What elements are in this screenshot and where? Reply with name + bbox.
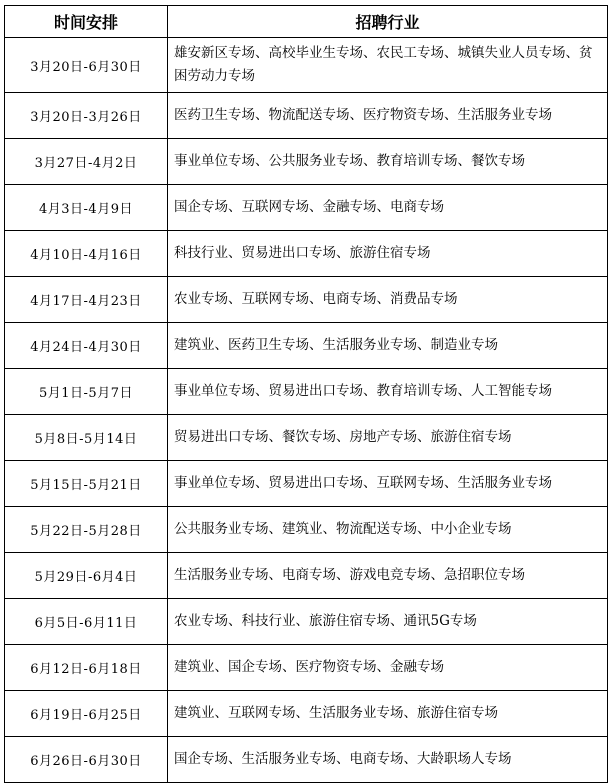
- date-cell: 5月15日-5月21日: [5, 461, 168, 507]
- date-cell: 3月20日-6月30日: [5, 38, 168, 93]
- date-cell: 6月12日-6月18日: [5, 645, 168, 691]
- table-row: [5, 323, 608, 369]
- industry-cell: 农业专场、互联网专场、电商专场、消费品专场: [168, 277, 608, 323]
- industry-cell: 公共服务业专场、建筑业、物流配送专场、中小企业专场: [168, 507, 608, 553]
- date-cell: 4月10日-4月16日: [5, 231, 168, 277]
- table-row: [5, 461, 608, 507]
- date-cell: 3月20日-3月26日: [5, 93, 168, 139]
- industry-cell: 科技行业、贸易进出口专场、旅游住宿专场: [168, 231, 608, 277]
- date-cell: 5月22日-5月28日: [5, 507, 168, 553]
- table-row: [5, 139, 608, 185]
- table-row: [5, 645, 608, 691]
- industry-cell: 事业单位专场、贸易进出口专场、互联网专场、生活服务业专场: [168, 461, 608, 507]
- industry-cell: 国企专场、互联网专场、金融专场、电商专场: [168, 185, 608, 231]
- date-cell: 3月27日-4月2日: [5, 139, 168, 185]
- date-cell: 6月5日-6月11日: [5, 599, 168, 645]
- industry-column-header: 招聘行业: [168, 6, 608, 38]
- table-row: [5, 185, 608, 231]
- date-cell: 5月1日-5月7日: [5, 369, 168, 415]
- date-column-header: 时间安排: [5, 6, 168, 38]
- industry-cell: 农业专场、科技行业、旅游住宿专场、通讯5G专场: [168, 599, 608, 645]
- date-cell: 5月8日-5月14日: [5, 415, 168, 461]
- table-header-row: [5, 6, 608, 38]
- table-row: [5, 691, 608, 737]
- industry-cell: 贸易进出口专场、餐饮专场、房地产专场、旅游住宿专场: [168, 415, 608, 461]
- table-row: [5, 599, 608, 645]
- recruitment-schedule-table: [4, 5, 608, 783]
- date-cell: 6月19日-6月25日: [5, 691, 168, 737]
- date-cell: 4月24日-4月30日: [5, 323, 168, 369]
- table-row: [5, 277, 608, 323]
- date-cell: 4月3日-4月9日: [5, 185, 168, 231]
- table-row: [5, 231, 608, 277]
- table-row: [5, 737, 608, 783]
- industry-cell: 国企专场、生活服务业专场、电商专场、大龄职场人专场: [168, 737, 608, 783]
- table-row: [5, 38, 608, 93]
- industry-cell: 医药卫生专场、物流配送专场、医疗物资专场、生活服务业专场: [168, 93, 608, 139]
- industry-cell: 事业单位专场、贸易进出口专场、教育培训专场、人工智能专场: [168, 369, 608, 415]
- table-row: [5, 93, 608, 139]
- industry-cell: 建筑业、互联网专场、生活服务业专场、旅游住宿专场: [168, 691, 608, 737]
- date-cell: 4月17日-4月23日: [5, 277, 168, 323]
- industry-cell: 建筑业、国企专场、医疗物资专场、金融专场: [168, 645, 608, 691]
- date-cell: 5月29日-6月4日: [5, 553, 168, 599]
- industry-cell: 事业单位专场、公共服务业专场、教育培训专场、餐饮专场: [168, 139, 608, 185]
- table-row: [5, 415, 608, 461]
- table-row: [5, 553, 608, 599]
- table-row: [5, 507, 608, 553]
- industry-cell: 雄安新区专场、高校毕业生专场、农民工专场、城镇失业人员专场、贫困劳动力专场: [168, 38, 608, 93]
- date-cell: 6月26日-6月30日: [5, 737, 168, 783]
- industry-cell: 建筑业、医药卫生专场、生活服务业专场、制造业专场: [168, 323, 608, 369]
- industry-cell: 生活服务业专场、电商专场、游戏电竞专场、急招职位专场: [168, 553, 608, 599]
- table-row: [5, 369, 608, 415]
